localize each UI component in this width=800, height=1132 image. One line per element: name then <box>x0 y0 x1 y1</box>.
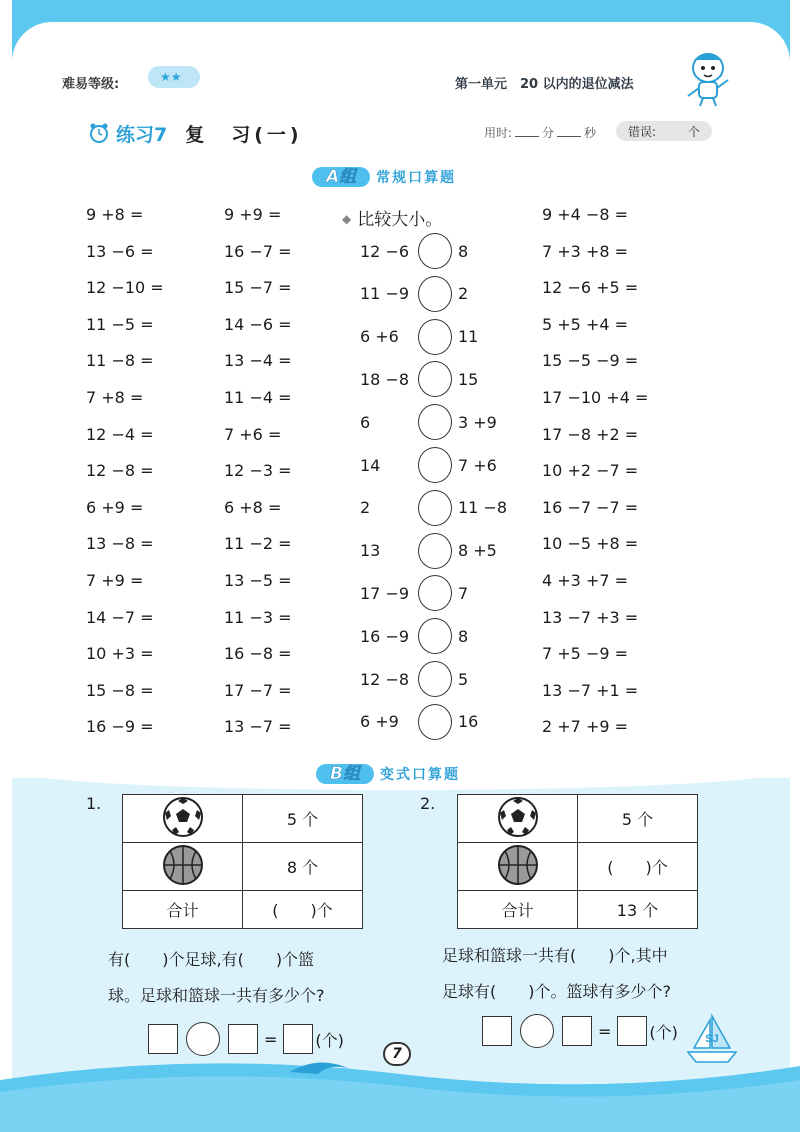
table-row <box>458 843 698 891</box>
calc-problem[interactable]: 14 −7 = <box>86 607 154 627</box>
calc-problem[interactable]: 15 −7 = <box>224 278 292 298</box>
compare-left: 18 −8 <box>360 369 410 389</box>
compare-right: 11 <box>458 327 479 347</box>
compare-left: 6 +6 <box>360 327 399 347</box>
soccer-ball-icon <box>497 796 539 838</box>
sailor-mascot-icon <box>682 46 732 108</box>
diamond-bullet-icon: ◆ <box>342 212 352 226</box>
calc-problem[interactable]: 10 +3 = <box>86 644 154 664</box>
header-panel <box>12 22 790 112</box>
compare-left: 12 −8 <box>360 669 410 689</box>
compare-row <box>360 275 468 313</box>
table-row <box>458 891 698 929</box>
calc-problem[interactable]: 13 −5 = <box>224 571 292 590</box>
compare-circle[interactable] <box>418 404 452 440</box>
compare-right: 2 <box>458 284 469 304</box>
group-b-title: 变式口算题 <box>379 767 460 783</box>
group-a-badge: A组 <box>312 167 370 187</box>
compare-right: 8 <box>458 241 469 261</box>
basketball-count: 8 个 <box>243 843 363 891</box>
calc-problem[interactable]: 9 +8 = <box>86 205 144 224</box>
compare-row <box>360 403 497 441</box>
compare-circle[interactable] <box>418 233 452 269</box>
page-number: 7 <box>383 1042 411 1066</box>
unit-label: (个) <box>315 1030 344 1050</box>
total-label: 合计 <box>458 891 578 929</box>
compare-row <box>360 617 468 655</box>
compare-left: 2 <box>360 498 371 518</box>
compare-circle[interactable] <box>418 575 452 611</box>
compare-instruction <box>342 205 442 230</box>
table-row <box>123 795 363 843</box>
compare-row <box>360 532 497 570</box>
calc-problem[interactable]: 13 −7 +3 = <box>542 607 639 627</box>
difficulty-label: 难易等级: <box>62 77 120 92</box>
compare-left: 11 −9 <box>360 284 410 304</box>
calc-problem[interactable]: 13 −7 +1 = <box>542 680 639 700</box>
compare-right: 11 −8 <box>458 498 508 518</box>
total-count: 13 个 <box>578 891 698 929</box>
table-row <box>458 795 698 843</box>
minutes-blank[interactable] <box>515 136 539 137</box>
compare-circle[interactable] <box>418 490 452 526</box>
calc-problem[interactable]: 16 −8 = <box>224 644 292 664</box>
compare-circle[interactable] <box>418 661 452 697</box>
calc-problem[interactable]: 7 +5 −9 = <box>542 644 629 664</box>
calc-problem[interactable]: 4 +3 +7 = <box>542 571 629 590</box>
calc-problem[interactable]: 12 −4 = <box>86 424 154 444</box>
compare-circle[interactable] <box>418 533 452 569</box>
group-b-label <box>316 764 460 784</box>
compare-circle[interactable] <box>418 361 452 397</box>
basketball-cell <box>458 843 578 891</box>
group-a-title: 常规口算题 <box>376 170 457 186</box>
calc-problem[interactable]: 17 −10 +4 = <box>542 388 649 407</box>
compare-title-text: 比较大小。 <box>357 210 443 230</box>
calc-problem[interactable]: 7 +8 = <box>86 388 144 407</box>
compare-right: 5 <box>458 669 469 689</box>
minutes-label: 分 <box>542 126 555 140</box>
compare-row <box>360 660 468 698</box>
time-label: 用时: <box>484 126 513 140</box>
compare-row <box>360 446 497 484</box>
compare-row <box>360 318 478 356</box>
calc-problem[interactable]: 10 +2 −7 = <box>542 461 639 481</box>
calc-problem[interactable]: 9 +4 −8 = <box>542 205 629 224</box>
calc-problem[interactable]: 16 −9 = <box>86 717 154 737</box>
compare-right: 7 +6 <box>458 455 497 475</box>
basketball-cell <box>123 843 243 891</box>
question-1-text-line-1: 有( )个足球,有( )个篮 <box>108 950 315 969</box>
compare-row <box>360 232 468 270</box>
soccer-cell <box>123 795 243 843</box>
unit-title: 第一单元 20 以内的退位减法 <box>455 77 634 92</box>
question-1-table <box>122 794 363 929</box>
compare-circle[interactable] <box>418 276 452 312</box>
question-1-text-line-2: 球。足球和篮球一共有多少个? <box>108 986 325 1005</box>
compare-circle[interactable] <box>418 704 452 740</box>
lesson-title: 复 习(一) <box>185 123 303 146</box>
calc-problem[interactable]: 12 −6 +5 = <box>542 278 639 298</box>
compare-circle[interactable] <box>418 319 452 355</box>
calc-problem[interactable]: 16 −7 = <box>224 241 292 261</box>
compare-left: 12 −6 <box>360 241 410 261</box>
compare-left: 16 −9 <box>360 626 410 646</box>
calc-problem[interactable]: 17 −7 = <box>224 680 292 700</box>
soccer-count: 5 个 <box>578 795 698 843</box>
compare-right: 8 +5 <box>458 541 497 561</box>
sailboat-icon <box>684 1012 740 1068</box>
compare-left: 6 <box>360 412 371 432</box>
compare-right: 8 <box>458 626 469 646</box>
soccer-ball-icon <box>162 796 204 838</box>
calc-problem[interactable]: 14 −6 = <box>224 314 292 334</box>
calc-problem[interactable]: 11 −5 = <box>86 314 154 334</box>
time-field <box>484 124 596 141</box>
calc-problem[interactable]: 7 +3 +8 = <box>542 241 629 261</box>
question-2-table <box>457 794 698 929</box>
basketball-icon <box>162 844 204 886</box>
calc-problem[interactable]: 13 −6 = <box>86 241 154 261</box>
calc-problem[interactable]: 13 −4 = <box>224 351 292 371</box>
calc-problem[interactable]: 17 −8 +2 = <box>542 424 639 444</box>
calc-problem[interactable]: 11 −8 = <box>86 351 154 371</box>
compare-right: 7 <box>458 583 469 603</box>
basketball-blank[interactable]: ( )个 <box>578 843 698 891</box>
equals-sign: = <box>598 1021 612 1041</box>
compare-left: 17 −9 <box>360 583 410 603</box>
seconds-blank[interactable] <box>557 136 581 137</box>
total-label: 合计 <box>123 891 243 929</box>
compare-right: 3 +9 <box>458 412 497 432</box>
calc-problem[interactable]: 11 −2 = <box>224 534 292 554</box>
compare-left: 14 <box>360 455 381 475</box>
soccer-cell <box>458 795 578 843</box>
calc-problem[interactable]: 11 −3 = <box>224 607 292 627</box>
calc-problem[interactable]: 13 −7 = <box>224 717 292 737</box>
compare-row <box>360 703 478 741</box>
compare-left: 13 <box>360 541 381 561</box>
seconds-label: 秒 <box>584 126 597 140</box>
calc-problem[interactable]: 12 −8 = <box>86 461 154 481</box>
compare-right: 16 <box>458 712 479 732</box>
boat-label: SJ <box>705 1033 719 1045</box>
table-row <box>123 891 363 929</box>
compare-left: 6 +9 <box>360 712 399 732</box>
alarm-clock-icon <box>88 122 110 144</box>
compare-row <box>360 489 507 527</box>
question-2-text-line-1: 足球和篮球一共有( )个,其中 <box>442 946 668 965</box>
group-b-badge: B组 <box>316 764 374 784</box>
unit-label: (个) <box>649 1022 678 1042</box>
calc-problem[interactable]: 7 +6 = <box>224 424 282 444</box>
calc-problem[interactable]: 16 −7 −7 = <box>542 497 639 517</box>
lesson-header <box>88 118 303 148</box>
calc-problem[interactable]: 7 +9 = <box>86 571 144 590</box>
calc-problem[interactable]: 5 +5 +4 = <box>542 314 629 334</box>
equals-sign: = <box>264 1029 278 1049</box>
calc-problem[interactable]: 11 −4 = <box>224 388 292 407</box>
calc-problem[interactable]: 6 +8 = <box>224 497 282 517</box>
question-2-number: 2. <box>420 794 436 813</box>
errors-unit: 个 <box>687 125 700 139</box>
calc-problem[interactable]: 12 −3 = <box>224 461 292 481</box>
calc-problem[interactable]: 6 +9 = <box>86 497 144 517</box>
lesson-number: 练习7 <box>116 123 168 146</box>
question-1-number: 1. <box>86 794 102 813</box>
calc-problem[interactable]: 13 −8 = <box>86 534 154 554</box>
compare-row <box>360 574 468 612</box>
compare-circle[interactable] <box>418 447 452 483</box>
compare-circle[interactable] <box>418 618 452 654</box>
compare-row <box>360 360 478 398</box>
compare-right: 15 <box>458 369 479 389</box>
table-row <box>123 843 363 891</box>
calc-problem[interactable]: 15 −8 = <box>86 680 154 700</box>
group-a-label <box>312 167 456 187</box>
errors-label: 错误: <box>628 125 657 139</box>
calc-problem[interactable]: 15 −5 −9 = <box>542 351 639 371</box>
calc-problem[interactable]: 12 −10 = <box>86 278 164 298</box>
soccer-count: 5 个 <box>243 795 363 843</box>
basketball-icon <box>497 844 539 886</box>
total-blank[interactable]: ( )个 <box>243 891 363 929</box>
difficulty-stars: ★★ <box>160 70 182 84</box>
calc-problem[interactable]: 2 +7 +9 = <box>542 717 629 737</box>
errors-field[interactable] <box>616 121 712 141</box>
calc-problem[interactable]: 9 +9 = <box>224 205 282 224</box>
question-2-text-line-2: 足球有( )个。篮球有多少个? <box>442 982 671 1001</box>
calc-problem[interactable]: 10 −5 +8 = <box>542 534 639 554</box>
